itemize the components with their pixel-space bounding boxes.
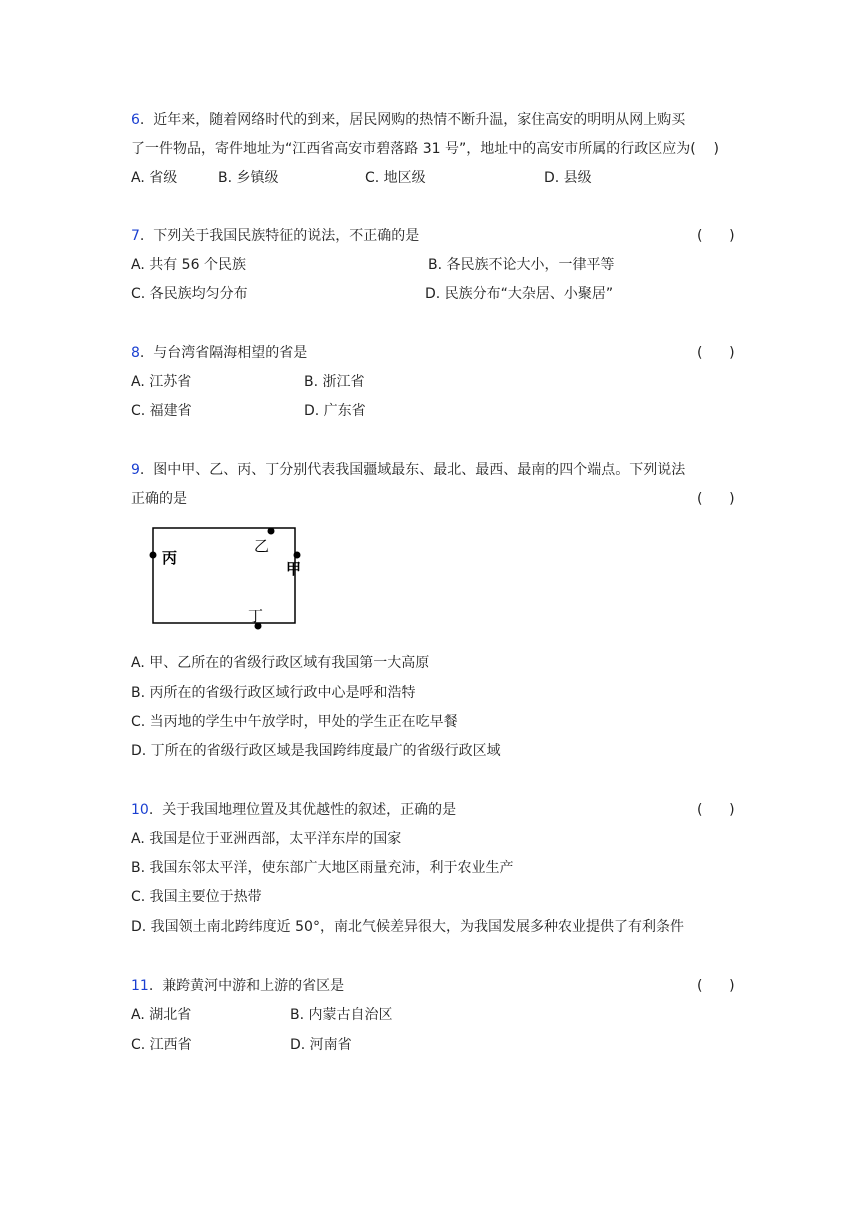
east-point-dot: [294, 552, 301, 559]
option-8a: A. 江苏省: [131, 374, 192, 390]
option-8d: D. 广东省: [304, 403, 366, 419]
answer-blank: ( ): [697, 802, 735, 818]
question-number: 9: [131, 462, 140, 478]
question-11-stem: 11. 兼跨黄河中游和上游的省区是: [131, 978, 345, 994]
answer-blank: ( ): [697, 978, 735, 994]
question-number: 6: [131, 112, 140, 128]
option-10c: C. 我国主要位于热带: [131, 889, 262, 905]
answer-blank: ( ): [697, 491, 735, 507]
territory-rectangle: [153, 528, 295, 623]
south-point-label: 丁: [248, 607, 264, 625]
question-6-stem-line2: 了一件物品，寄件地址为“江西省高安市碧落路 31 号”，地址中的高安市所属的行政区应为( ): [131, 141, 719, 157]
option-7a: A. 共有 56 个民族: [131, 257, 246, 273]
east-point-label: 甲: [286, 560, 302, 578]
option-8b: B. 浙江省: [304, 374, 365, 390]
option-11b: B. 内蒙古自治区: [290, 1007, 393, 1023]
option-11a: A. 湖北省: [131, 1007, 192, 1023]
question-number: 11: [131, 978, 149, 994]
question-number: 7: [131, 228, 140, 244]
option-6b: B. 乡镇级: [218, 170, 279, 186]
option-6d: D. 县级: [544, 170, 592, 186]
question-number: 10: [131, 802, 149, 818]
option-9a: A. 甲、乙所在的省级行政区域有我国第一大高原: [131, 655, 430, 671]
answer-blank: ( ): [697, 228, 735, 244]
question-9-stem-line2: 正确的是: [131, 491, 187, 507]
north-point-label: 乙: [254, 537, 270, 555]
option-10a: A. 我国是位于亚洲西部，太平洋东岸的国家: [131, 831, 402, 847]
extreme-points-diagram: [140, 520, 320, 640]
option-9b: B. 丙所在的省级行政区域行政中心是呼和浩特: [131, 685, 416, 701]
west-point-dot: [150, 552, 157, 559]
option-6c: C. 地区级: [365, 170, 426, 186]
option-10b: B. 我国东邻太平洋，使东部广大地区雨量充沛，利于农业生产: [131, 860, 514, 876]
question-10-stem: 10. 关于我国地理位置及其优越性的叙述，正确的是: [131, 802, 457, 818]
question-9-stem-line1: 9. 图中甲、乙、丙、丁分别代表我国疆域最东、最北、最西、最南的四个端点。下列说法: [131, 462, 686, 478]
option-8c: C. 福建省: [131, 403, 192, 419]
question-8-stem: 8. 与台湾省隔海相望的省是: [131, 345, 308, 361]
option-7b: B. 各民族不论大小，一律平等: [428, 257, 615, 273]
option-7c: C. 各民族均匀分布: [131, 286, 248, 302]
option-7d: D. 民族分布“大杂居、小聚居”: [425, 286, 614, 302]
west-point-label: 丙: [162, 549, 178, 567]
question-6-stem-line1: 6. 近年来，随着网络时代的到来，居民网购的热情不断升温，家住高安的明明从网上购买: [131, 112, 686, 128]
question-number: 8: [131, 345, 140, 361]
option-11c: C. 江西省: [131, 1037, 192, 1053]
option-9c: C. 当丙地的学生中午放学时，甲处的学生正在吃早餐: [131, 714, 458, 730]
option-9d: D. 丁所在的省级行政区域是我国跨纬度最广的省级行政区域: [131, 743, 501, 759]
answer-blank: ( ): [697, 345, 735, 361]
north-point-dot: [268, 528, 275, 535]
option-10d: D. 我国领土南北跨纬度近 50°，南北气候差异很大，为我国发展多种农业提供了有利条件: [131, 919, 684, 935]
question-7-stem: 7. 下列关于我国民族特征的说法，不正确的是: [131, 228, 420, 244]
option-11d: D. 河南省: [290, 1037, 352, 1053]
option-6a: A. 省级: [131, 170, 178, 186]
